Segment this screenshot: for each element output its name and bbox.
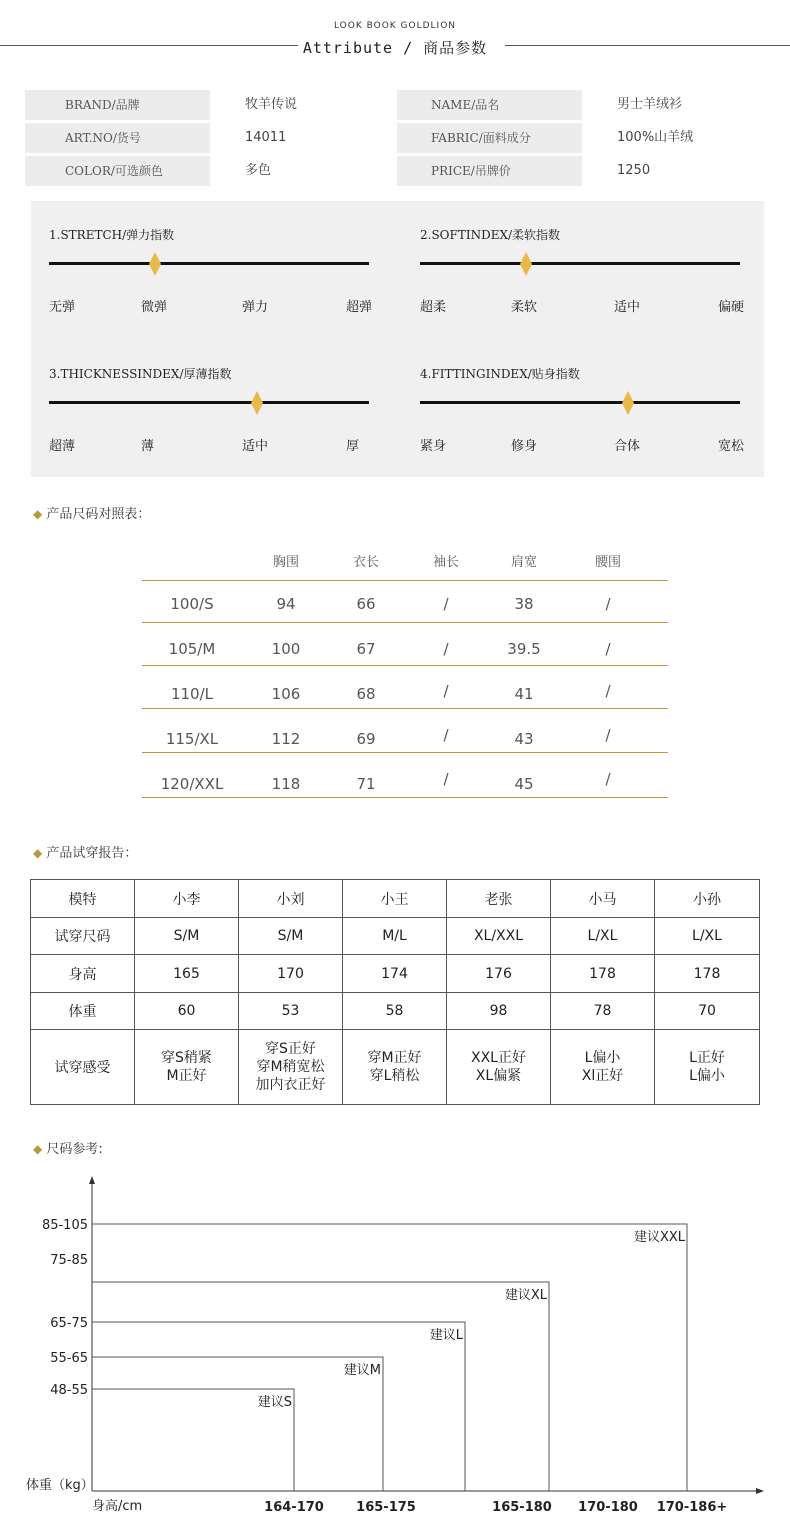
fit-cell: 165: [135, 955, 239, 993]
index-soft-label-2: 柔软: [511, 300, 538, 315]
y-tick-label: 48-55: [50, 1383, 88, 1398]
index-thickness-label-1: 超薄: [49, 439, 76, 454]
region-label: 建议S: [257, 1395, 292, 1410]
fit-row-weight: [31, 993, 760, 1030]
x-axis-label: 身高/cm: [92, 1499, 143, 1514]
size-col-chest: 胸围: [272, 555, 299, 570]
size-row-3-size: 110/L: [170, 685, 214, 703]
size-reference-heading-text: 尺码参考:: [46, 1142, 103, 1157]
size-table-rule: [142, 580, 668, 581]
index-fitting-marker: [622, 391, 634, 415]
size-row-2-chest: 100: [271, 640, 301, 658]
attr-value-brand: 牧羊传说: [245, 97, 298, 112]
size-row-1-sleeve: /: [443, 595, 449, 613]
fitting-report-heading: [33, 842, 137, 861]
index-fitting-label-2: 修身: [511, 439, 538, 454]
fit-cell: M/L: [343, 918, 447, 955]
attr-value-artno: 14011: [245, 130, 287, 145]
header-title: Attribute / 商品参数: [302, 39, 488, 57]
size-row-5-sleeve: /: [443, 770, 449, 788]
fit-cell: 170: [239, 955, 343, 993]
fit-cell: 小刘: [239, 880, 343, 918]
size-table-heading: [33, 503, 150, 522]
fitting-report-table: [30, 879, 760, 1105]
attr-value-fabric: 100%山羊绒: [617, 130, 694, 145]
y-tick-label: 55-65: [50, 1351, 88, 1366]
index-fitting-label-1: 紧身: [420, 439, 447, 454]
index-stretch-label-1: 无弹: [49, 300, 76, 315]
attr-label-artno: ART.NO/货号: [25, 123, 210, 153]
y-tick-label: 75-85: [50, 1253, 88, 1268]
index-soft-label-4: 偏硬: [718, 300, 745, 315]
attr-label-brand: BRAND/品牌: [25, 90, 210, 120]
attr-label-color: COLOR/可选颜色: [25, 156, 210, 186]
region-label: 建议M: [343, 1363, 381, 1378]
y-axis-label: 体重（kg）: [26, 1478, 94, 1493]
index-thickness-track: [49, 401, 369, 404]
index-soft-label-1: 超柔: [420, 300, 447, 315]
fit-row-model: [31, 880, 760, 918]
size-col-shoulder: 肩宽: [510, 555, 537, 570]
fit-cell: 身高: [31, 955, 135, 993]
fit-cell: 穿S稍紧 M正好: [135, 1030, 239, 1105]
size-row-5-length: 71: [356, 775, 376, 793]
size-row-5-chest: 118: [271, 775, 301, 793]
region-label: 建议L: [429, 1328, 463, 1343]
size-row-1-size: 100/S: [170, 595, 214, 613]
size-region: [92, 1282, 549, 1491]
attr-label-name: NAME/品名: [397, 90, 582, 120]
region-label: 建议XL: [504, 1288, 547, 1303]
size-row-1-chest: 94: [276, 595, 296, 613]
fit-cell: 174: [343, 955, 447, 993]
x-tick-label: 170-180: [578, 1500, 638, 1515]
fit-row-feeling: [31, 1030, 760, 1105]
size-row-2-size: 105/M: [168, 640, 216, 658]
fit-cell: 试穿感受: [31, 1030, 135, 1105]
size-row-4-chest: 112: [271, 730, 301, 748]
fit-cell: 模特: [31, 880, 135, 918]
fit-cell: L正好 L偏小: [655, 1030, 760, 1105]
size-row-4-size: 115/XL: [165, 730, 219, 748]
index-thickness-title: 3.THICKNESSINDEX/厚薄指数: [49, 367, 232, 381]
size-row-4-waist: /: [605, 726, 611, 744]
fit-cell: 178: [655, 955, 760, 993]
fit-cell: 58: [343, 993, 447, 1030]
diamond-bullet-icon: ◆: [33, 846, 43, 860]
index-stretch-label-4: 超弹: [346, 300, 373, 315]
fit-cell: 98: [447, 993, 551, 1030]
size-table-rule: [142, 752, 668, 753]
fit-row-size: [31, 918, 760, 955]
size-table-rule: [142, 622, 668, 623]
fit-cell: S/M: [239, 918, 343, 955]
index-thickness-marker: [251, 391, 263, 415]
y-tick-label: 85-105: [41, 1218, 88, 1233]
diamond-bullet-icon: ◆: [33, 507, 43, 521]
size-col-length: 衣长: [352, 555, 379, 570]
index-fitting-track: [420, 401, 740, 404]
size-row-3-length: 68: [356, 685, 376, 703]
fitting-report-heading-text: 产品试穿报告：: [46, 846, 138, 861]
size-row-2-waist: /: [605, 640, 611, 658]
size-row-3-sleeve: /: [443, 682, 449, 700]
index-thickness-label-2: 薄: [141, 439, 155, 454]
index-stretch-title: 1.STRETCH/弹力指数: [49, 228, 175, 242]
size-col-waist: 腰围: [594, 555, 621, 570]
fit-cell: 小孙: [655, 880, 760, 918]
size-row-4-shoulder: 43: [514, 730, 534, 748]
fit-cell: 78: [551, 993, 655, 1030]
x-axis-arrow-icon: [756, 1488, 764, 1494]
fit-cell: XL/XXL: [447, 918, 551, 955]
size-row-3-waist: /: [605, 682, 611, 700]
index-thickness-label-3: 适中: [242, 439, 269, 454]
fit-cell: S/M: [135, 918, 239, 955]
size-row-4-sleeve: /: [443, 726, 449, 744]
index-stretch-label-3: 弹力: [242, 300, 269, 315]
size-row-2-length: 67: [356, 640, 376, 658]
fit-cell: XXL正好 XL偏紧: [447, 1030, 551, 1105]
index-fitting-label-4: 宽松: [718, 439, 745, 454]
fit-cell: 穿M正好 穿L稍松: [343, 1030, 447, 1105]
size-region: [92, 1357, 383, 1491]
fit-cell: 穿S正好 穿M稍宽松 加内衣正好: [239, 1030, 343, 1105]
index-soft-marker: [520, 252, 532, 276]
attr-label-price: PRICE/吊牌价: [397, 156, 582, 186]
index-soft-track: [420, 262, 740, 265]
index-fitting-title: 4.FITTINGINDEX/贴身指数: [420, 367, 580, 381]
fit-cell: 小李: [135, 880, 239, 918]
size-row-5-waist: /: [605, 770, 611, 788]
fit-cell: 老张: [447, 880, 551, 918]
header-kicker: LOOK BOOK GOLDLION: [333, 21, 457, 31]
index-stretch-marker: [149, 252, 161, 276]
fit-cell: 60: [135, 993, 239, 1030]
x-tick-label: 165-175: [356, 1500, 416, 1515]
size-row-5-shoulder: 45: [514, 775, 534, 793]
region-label: 建议XXL: [633, 1230, 685, 1245]
attr-value-color: 多色: [245, 163, 272, 178]
fit-cell: 体重: [31, 993, 135, 1030]
fit-row-height: [31, 955, 760, 993]
fit-cell: L/XL: [551, 918, 655, 955]
size-row-4-length: 69: [356, 730, 376, 748]
size-reference-heading: [33, 1138, 103, 1157]
fit-cell: 53: [239, 993, 343, 1030]
fit-cell: 176: [447, 955, 551, 993]
size-row-3-shoulder: 41: [514, 685, 534, 703]
y-axis-arrow-icon: [89, 1176, 95, 1184]
fit-cell: L/XL: [655, 918, 760, 955]
size-table-rule: [142, 665, 668, 666]
size-table-heading-text: 产品尺码对照表：: [46, 507, 151, 522]
size-table-rule: [142, 708, 668, 709]
fit-cell: L偏小 Xl正好: [551, 1030, 655, 1105]
size-reference-chart: [0, 1170, 790, 1530]
index-thickness-label-4: 厚: [346, 439, 360, 454]
attr-label-fabric: FABRIC/面料成分: [397, 123, 582, 153]
index-soft-label-3: 适中: [614, 300, 641, 315]
x-tick-label: 164-170: [264, 1500, 324, 1515]
diamond-bullet-icon: ◆: [33, 1142, 43, 1156]
x-tick-label: 165-180: [492, 1500, 552, 1515]
fit-cell: 小王: [343, 880, 447, 918]
x-tick-label: 170-186+: [656, 1500, 728, 1515]
attr-value-price: 1250: [617, 163, 651, 178]
fit-cell: 178: [551, 955, 655, 993]
index-fitting-label-3: 合体: [614, 439, 641, 454]
fit-cell: 小马: [551, 880, 655, 918]
size-row-3-chest: 106: [271, 685, 301, 703]
attr-value-name: 男士羊绒衫: [617, 97, 683, 112]
index-soft-title: 2.SOFTINDEX/柔软指数: [420, 228, 561, 242]
index-stretch-label-2: 微弹: [141, 300, 168, 315]
size-table-rule: [142, 797, 668, 798]
size-row-5-size: 120/XXL: [160, 775, 224, 793]
size-row-2-sleeve: /: [443, 640, 449, 658]
size-row-1-shoulder: 38: [514, 595, 534, 613]
index-stretch-track: [49, 262, 369, 265]
size-col-sleeve: 袖长: [432, 555, 459, 570]
size-row-2-shoulder: 39.5: [507, 640, 541, 658]
fit-cell: 70: [655, 993, 760, 1030]
fit-cell: 试穿尺码: [31, 918, 135, 955]
size-row-1-waist: /: [605, 595, 611, 613]
size-row-1-length: 66: [356, 595, 376, 613]
y-tick-label: 65-75: [50, 1316, 88, 1331]
